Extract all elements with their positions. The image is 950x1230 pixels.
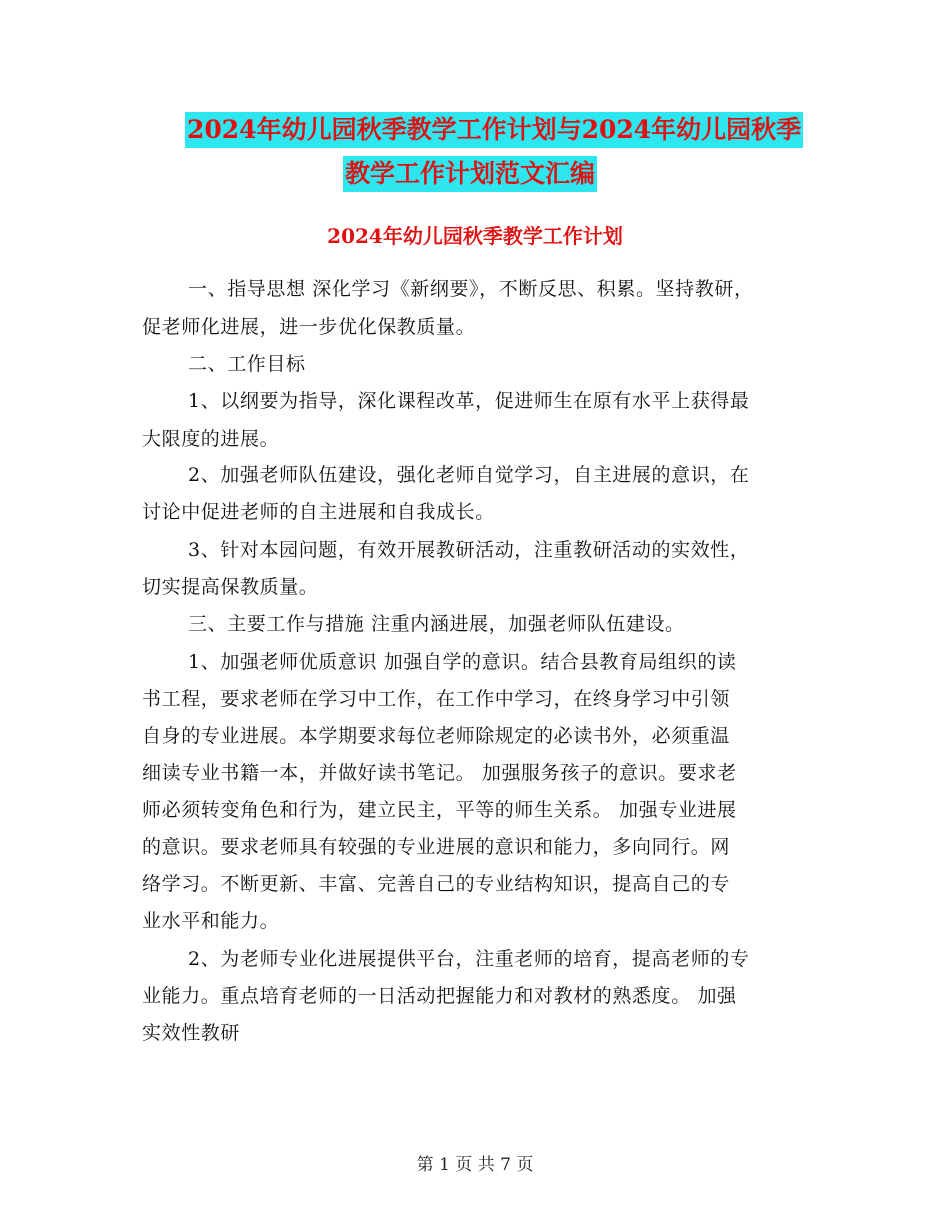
text-line: 书工程，要求老师在学习中工作，在工作中学习，在终身学习中引领 — [142, 688, 731, 710]
text-line: 促老师化进展，进一步优化保教质量。 — [142, 316, 476, 338]
text-line: 实效性教研 — [142, 1022, 241, 1044]
page-footer: 第 1 页 共 7 页 — [416, 1155, 534, 1175]
text-line: 3、针对本园问题，有效开展教研活动，注重教研活动的实效性， — [188, 539, 750, 561]
text-line: 的意识。要求老师具有较强的专业进展的意识和能力，多向同行。网 — [142, 836, 731, 858]
section-heading: 2024年幼儿园秋季教学工作计划 — [327, 224, 623, 248]
text-line: 大限度的进展。 — [142, 428, 280, 450]
text-line: 业水平和能力。 — [142, 910, 280, 932]
text-line: 业能力。重点培育老师的一日活动把握能力和对教材的熟悉度。 加强 — [142, 985, 737, 1007]
text-line: 2、为老师专业化进展提供平台，注重老师的培育，提高老师的专 — [188, 948, 750, 970]
document-title-line-2: 教学工作计划范文汇编 — [343, 156, 597, 192]
text-line: 2、加强老师队伍建设，强化老师自觉学习，自主进展的意识，在 — [188, 464, 750, 486]
text-line: 三、主要工作与措施 注重内涵进展，加强老师队伍建设。 — [188, 613, 685, 635]
text-line: 1、加强老师优质意识 加强自学的意识。结合县教育局组织的读 — [188, 651, 737, 673]
text-line: 一、指导思想 深化学习《新纲要》，不断反思、积累。坚持教研， — [188, 278, 754, 300]
text-line: 师必须转变角色和行为，建立民主，平等的师生关系。 加强专业进展 — [142, 799, 737, 821]
text-line: 络学习。不断更新、丰富、完善自己的专业结构知识，提高自己的专 — [142, 873, 731, 895]
text-line: 切实提高保教质量。 — [142, 576, 319, 598]
document-title-line-1: 2024年幼儿园秋季教学工作计划与2024年幼儿园秋季 — [185, 112, 803, 148]
text-line: 细读专业书籍一本，并做好读书笔记。 加强服务孩子的意识。要求老 — [142, 762, 737, 784]
text-line: 自身的专业进展。本学期要求每位老师除规定的必读书外，必须重温 — [142, 725, 731, 747]
text-line: 1、以纲要为指导，深化课程改革，促进师生在原有水平上获得最 — [188, 390, 750, 412]
text-line: 讨论中促进老师的自主进展和自我成长。 — [142, 501, 495, 523]
text-line: 二、工作目标 — [188, 353, 306, 375]
